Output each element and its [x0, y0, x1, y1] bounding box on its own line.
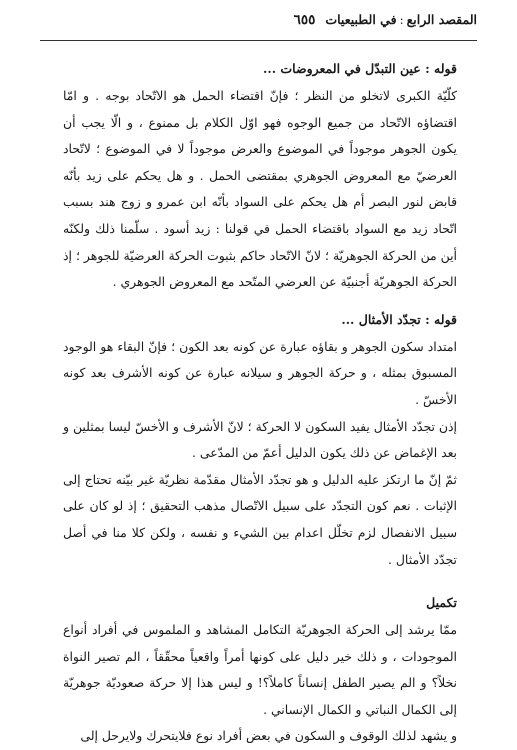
- section-heading: تكميل: [426, 595, 457, 611]
- header-title: المقصد الرابع: [406, 12, 477, 27]
- paragraph: امتداد سكون الجوهر و بقاؤه عبارة عن كونه بعد الكون ؛ فإنّ البقاء هو الوجود المسبوق بمثله ، و حركة الجوهر و سيلانه عبارة عن كونه الأشرف بعد كونه الأخسّ .: [63, 338, 457, 407]
- page-body: [63, 55, 457, 750]
- page-number: ٦٥٥: [293, 12, 316, 28]
- paragraph: كلّيّة الكبرى لاتخلو من النظر ؛ فإنّ اقتضاء الحمل هو الاتّحاد بوجه . و امّا اقتضاؤه الاتّحاد من جميع الوجوه فهو اوّل الكلام بل ممنوع ، و الّا يجب أن يكون الجوهر موجوداً في الموضوع والعرض موجوداً لا في الموضوع ؛ لاتّحاد العرضيّ مع المعروض الجوهري بمقتضى الحمل . و هل يحكم على زيد بأنّه قابض لنور البصر أم هل يحكم على السواد بأنّه ابن عمرو و زوج هند بسبب اتّحاد زيد مع السواد باقتضاء الحمل في قولنا : زيد أسود . سلّمنا ذلك ولكنّه أين من الحركة الجوهريّة ؛ لانّ الاتّحاد حاكم بثبوت الحركة العرضيّة للجوهر ؛ إذ الحركة الجوهريّة أجنبيّة عن العرضي المتّحد مع المعروض الجوهري .: [63, 88, 457, 290]
- running-header: [40, 12, 477, 36]
- section-heading: قوله : عين التبدّل في المعروضات ...: [263, 61, 457, 76]
- paragraph: و يشهد لذلك الوقوف و السكون في بعض أفراد نوع فلايتحرك ولايرحل إلى: [80, 728, 457, 744]
- header-section: في الطبيعيات: [325, 12, 397, 27]
- section-heading: قوله : تجدّد الأمثال ...: [341, 311, 457, 327]
- paragraph: إذن تجدّد الأمثال يفيد السكون لا الحركة ؛ لانّ الأشرف و الأخسّ ليسا بمثلين و بعد الإغماض عن ذلك يكون الدليل أعمّ من المدّعى .: [63, 418, 457, 461]
- paragraph: ممّا يرشد إلى الحركة الجوهريّة التكامل المشاهد و الملموس في أفراد أنواع الموجودات ، و ذلك خير دليل على كونها أمراً واقعياً محقّقاً ، الم تصير النواة نخلاً؟ و الم يصير الطفل إنساناً كاملاً؟! و ليس هذا إلا حركة صعوديّة جوهريّة إلى الكمال النباتي و الكمال الإنساني .: [63, 622, 457, 717]
- header-separator: :: [399, 13, 404, 27]
- paragraph: ثمّ إنّ ما ارتكز عليه الدليل و هو تجدّد الأمثال مقدّمة نظريّة غير بيّنه تحتاج إلى الإثبات . نعم كون التجدّد على سبيل الاتّصال مذهب التحقيق ؛ إذ لو كان على سبيل الانفصال لزم تخلّل اعدام بين الشيء و نفسه ، ولكن كلا منا في أصل تجدّد الأمثال .: [63, 471, 457, 567]
- header-rule: [40, 40, 477, 41]
